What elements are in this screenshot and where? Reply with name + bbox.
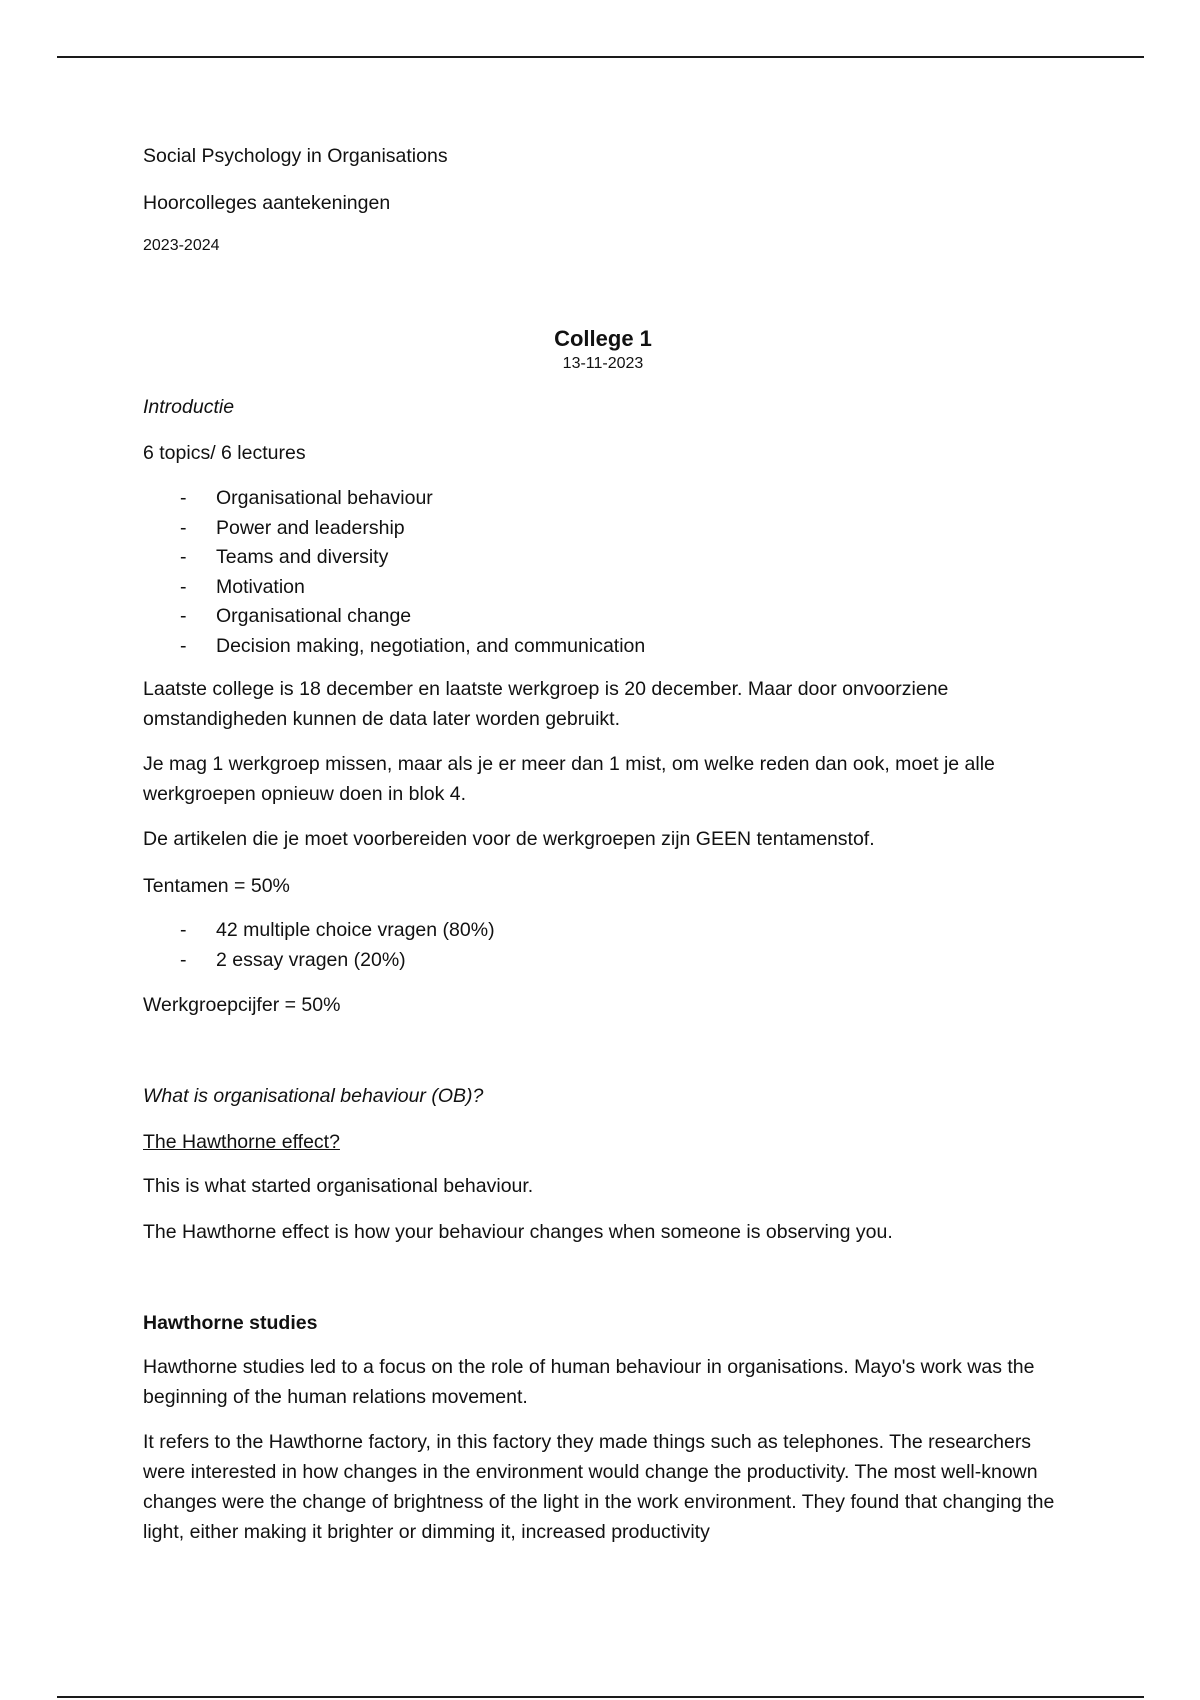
- bullet-marker: -: [180, 576, 187, 598]
- bullet-marker: -: [180, 487, 187, 509]
- lecture-date: 13-11-2023: [562, 355, 644, 372]
- list-item-text: 42 multiple choice vragen (80%): [216, 919, 495, 941]
- ob-line-2: The Hawthorne effect is how your behaviour changes when someone is observing you.: [143, 1221, 893, 1243]
- notes-subtitle: Hoorcolleges aantekeningen: [143, 192, 391, 214]
- header-rule: [57, 56, 1144, 58]
- list-item-text: Power and leadership: [216, 517, 405, 539]
- bullet-marker: -: [180, 517, 187, 539]
- paragraph-articles: De artikelen die je moet voorbereiden voor de werkgroepen zijn GEEN tentamenstof.: [143, 828, 875, 850]
- intro-heading: Introductie: [143, 396, 235, 418]
- bullet-marker: -: [180, 546, 187, 568]
- lecture-title: College 1: [554, 326, 652, 351]
- list-item-text: Organisational behaviour: [216, 487, 433, 509]
- workgroup-weight: Werkgroepcijfer = 50%: [143, 994, 341, 1016]
- list-item-text: Organisational change: [216, 605, 412, 627]
- academic-year: 2023-2024: [143, 237, 220, 254]
- topics-label: 6 topics/ 6 lectures: [143, 442, 306, 464]
- footer-rule: [57, 1696, 1144, 1698]
- list-item-text: Decision making, negotiation, and communication: [216, 635, 646, 657]
- paragraph-attendance: Je mag 1 werkgroep missen, maar als je er meer dan 1 mist, om welke reden dan ook, moet je alle werkgroepen opnieuw doen in blok 4.: [143, 753, 995, 805]
- list-item-text: Teams and diversity: [216, 546, 389, 568]
- ob-line-1: This is what started organisational behaviour.: [143, 1175, 534, 1197]
- exam-weight: Tentamen = 50%: [143, 875, 290, 897]
- hawthorne-question: The Hawthorne effect?: [143, 1131, 340, 1153]
- bullet-marker: -: [180, 949, 187, 971]
- course-title: Social Psychology in Organisations: [143, 145, 448, 167]
- bullet-marker: -: [180, 635, 187, 657]
- list-item-text: Motivation: [216, 576, 305, 598]
- paragraph-dates: Laatste college is 18 december en laatste werkgroep is 20 december. Maar door onvoorziene omstandigheden kunnen de data later worden gebruikt.: [143, 678, 949, 730]
- studies-paragraph-1: Hawthorne studies led to a focus on the role of human behaviour in organisations. Mayo's work was the beginning of the human relations movement.: [143, 1356, 1035, 1408]
- ob-heading: What is organisational behaviour (OB)?: [143, 1085, 484, 1107]
- bullet-marker: -: [180, 919, 187, 941]
- list-item-text: 2 essay vragen (20%): [216, 949, 406, 971]
- studies-paragraph-2: It refers to the Hawthorne factory, in this factory they made things such as telephones. The researchers were interested in how changes in the environment would change the productivity. The most well-known changes were the change of brightness of the light in the work environment. They found that changing the light, either making it brighter or dimming it, increased productivity: [143, 1431, 1055, 1543]
- studies-heading: Hawthorne studies: [143, 1312, 318, 1334]
- bullet-marker: -: [180, 605, 187, 627]
